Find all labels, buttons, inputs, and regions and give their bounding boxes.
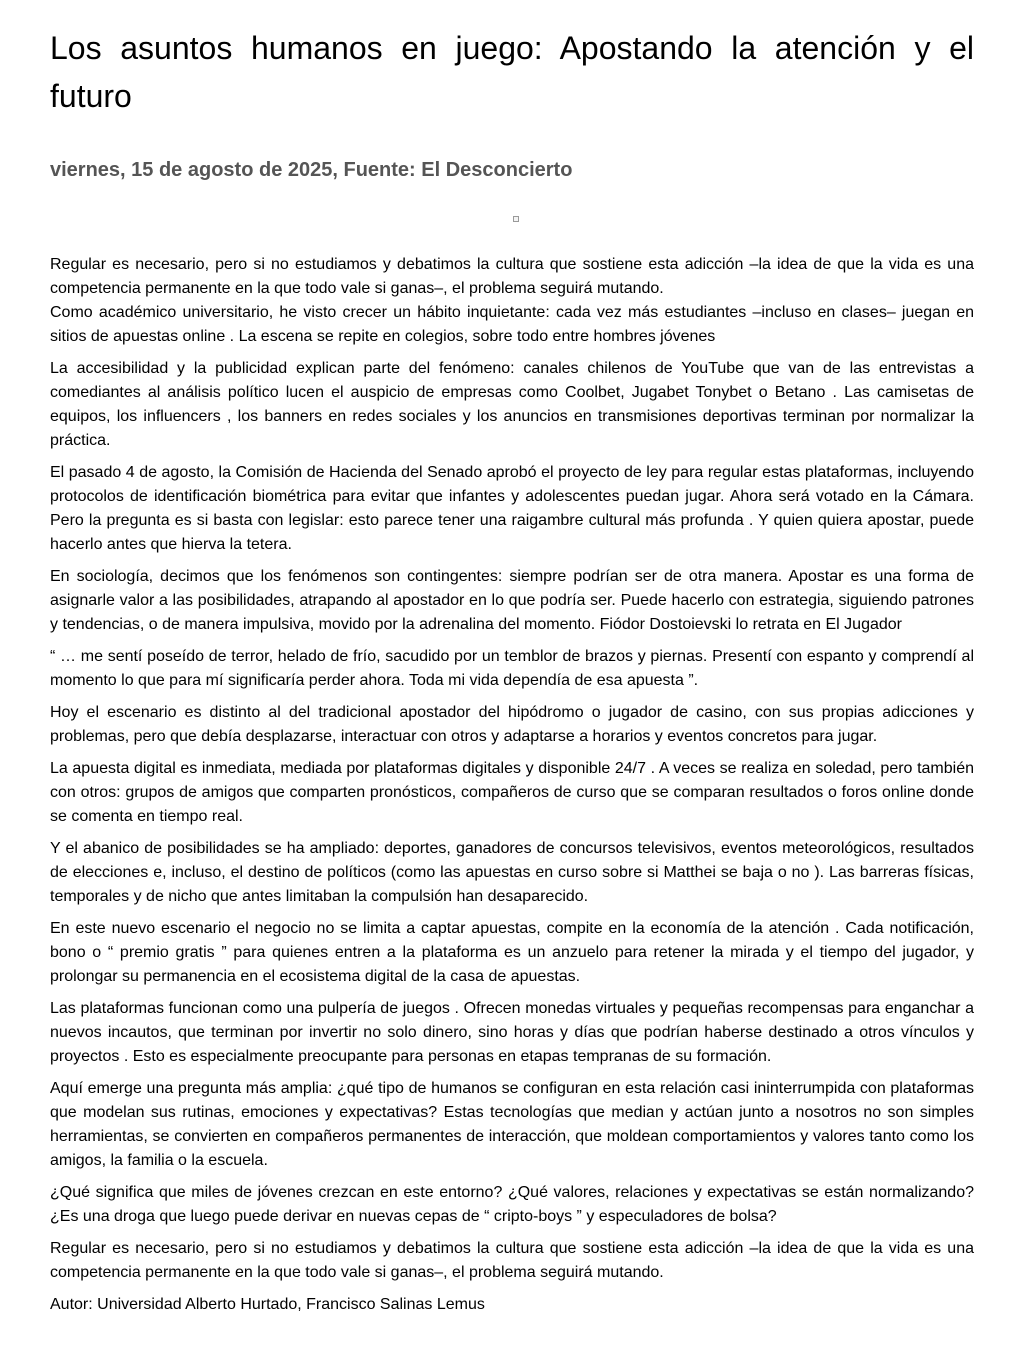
article-body [50, 253, 974, 1317]
article-paragraph: Hoy el escenario es distinto al del tradicional apostador del hipódromo o jugador de casino, con sus propias adicciones y problemas, pero que debía desplazarse, interactuar con otros y adaptarse a horarios y eventos concretos para jugar. [50, 704, 974, 745]
article-quote: “ … me sentí poseído de terror, helado de frío, sacudido por un temblor de brazos y piernas. Presentí con espanto y comprendí al momento lo que para mí significaría perder ahora. Toda mi vida dependía de esa apuesta ”. [50, 648, 974, 689]
article-paragraph: Regular es necesario, pero si no estudiamos y debatimos la cultura que sostiene esta adicción –la idea de que la vida es una competencia permanente en la que todo vale si ganas–, el problema seguirá mutando. [50, 256, 974, 297]
article-paragraph: En este nuevo escenario el negocio no se limita a captar apuestas, compite en la economía de la atención . Cada notificación, bono o “ premio gratis ” para quienes entren a la plataforma es un anzuelo para retener la mirada y el tiempo del jugador, y prolongar su permanencia en el ecosistema digital de la casa de apuestas. [50, 920, 974, 985]
article-paragraph: La accesibilidad y la publicidad explican parte del fenómeno: canales chilenos de YouTube que van de las entrevistas a comediantes al análisis político lucen el auspicio de empresas como Coolbet, Jugabet Tonybet o Betano . Las camisetas de equipos, los influencers , los banners en redes sociales y los anuncios en transmisiones deportivas terminan por normalizar la práctica. [50, 360, 974, 449]
article-paragraph: Regular es necesario, pero si no estudiamos y debatimos la cultura que sostiene esta adicción –la idea de que la vida es una competencia permanente en la que todo vale si ganas–, el problema seguirá mutando. [50, 1240, 974, 1281]
article-paragraph: El pasado 4 de agosto, la Comisión de Hacienda del Senado aprobó el proyecto de ley para regular estas plataformas, incluyendo protocolos de identificación biométrica para evitar que infantes y adolescentes puedan jugar. Ahora será votado en la Cámara. Pero la pregunta es si basta con legislar: esto parece tener una raigambre cultural más profunda . Y quien quiera apostar, puede hacerlo antes que hierva la tetera. [50, 464, 974, 553]
article [0, 24, 1024, 1317]
article-author: Autor: Universidad Alberto Hurtado, Francisco Salinas Lemus [50, 1296, 485, 1313]
article-paragraph: La apuesta digital es inmediata, mediada por plataformas digitales y disponible 24/7 . A veces se realiza en soledad, pero también con otros: grupos de amigos que comparten pronósticos, compañeros de curso que se comparan resultados o foros online donde se comenta en tiempo real. [50, 760, 974, 825]
article-paragraph: Y el abanico de posibilidades se ha ampliado: deportes, ganadores de concursos televisivos, eventos meteorológicos, resultados de elecciones e, incluso, el destino de políticos (como las apuestas en curso sobre si Matthei se baja o no ). Las barreras físicas, temporales y de nicho que antes limitaban la compulsión han desaparecido. [50, 840, 974, 905]
article-paragraph: Las plataformas funcionan como una pulpería de juegos . Ofrecen monedas virtuales y pequeñas recompensas para enganchar a nuevos incautos, que terminan por invertir no solo dinero, sino horas y días que podrían haberse destinado a otros vínculos y proyectos . Esto es especialmente preocupante para personas en etapas tempranas de su formación. [50, 1000, 974, 1065]
article-paragraph: Como académico universitario, he visto crecer un hábito inquietante: cada vez más estudiantes –incluso en clases– juegan en sitios de apuestas online . La escena se repite en colegios, sobre todo entre hombres jóvenes [50, 304, 974, 345]
article-title: Los asuntos humanos en juego: Apostando la atención y el futuro [50, 30, 974, 114]
article-paragraph: ¿Qué significa que miles de jóvenes crezcan en este entorno? ¿Qué valores, relaciones y expectativas se están normalizando? ¿Es una droga que luego puede derivar en nuevas cepas de “ cripto-boys ” y especuladores de bolsa? [50, 1184, 974, 1225]
article-paragraph: En sociología, decimos que los fenómenos son contingentes: siempre podrían ser de otra manera. Apostar es una forma de asignarle valor a las posibilidades, atrapando al apostador en lo que podría ser. Puede hacerlo con estrategia, siguiendo patrones y tendencias, o de manera impulsiva, movido por la adrenalina del momento. Fiódor Dostoievski lo retrata en El Jugador [50, 568, 974, 633]
broken-image-icon [513, 216, 519, 222]
article-dateline: viernes, 15 de agosto de 2025, Fuente: El Desconcierto [50, 159, 573, 181]
article-paragraph: Aquí emerge una pregunta más amplia: ¿qué tipo de humanos se configuran en esta relación casi ininterrumpida con plataformas que modelan sus rutinas, emociones y expectativas? Estas tecnologías que median y actúan junto a nosotros no son simples herramientas, se convierten en compañeros permanentes de interacción, que moldean comportamientos y valores tanto como los amigos, la familia o la escuela. [50, 1080, 974, 1169]
broken-image-placeholder [50, 216, 974, 224]
